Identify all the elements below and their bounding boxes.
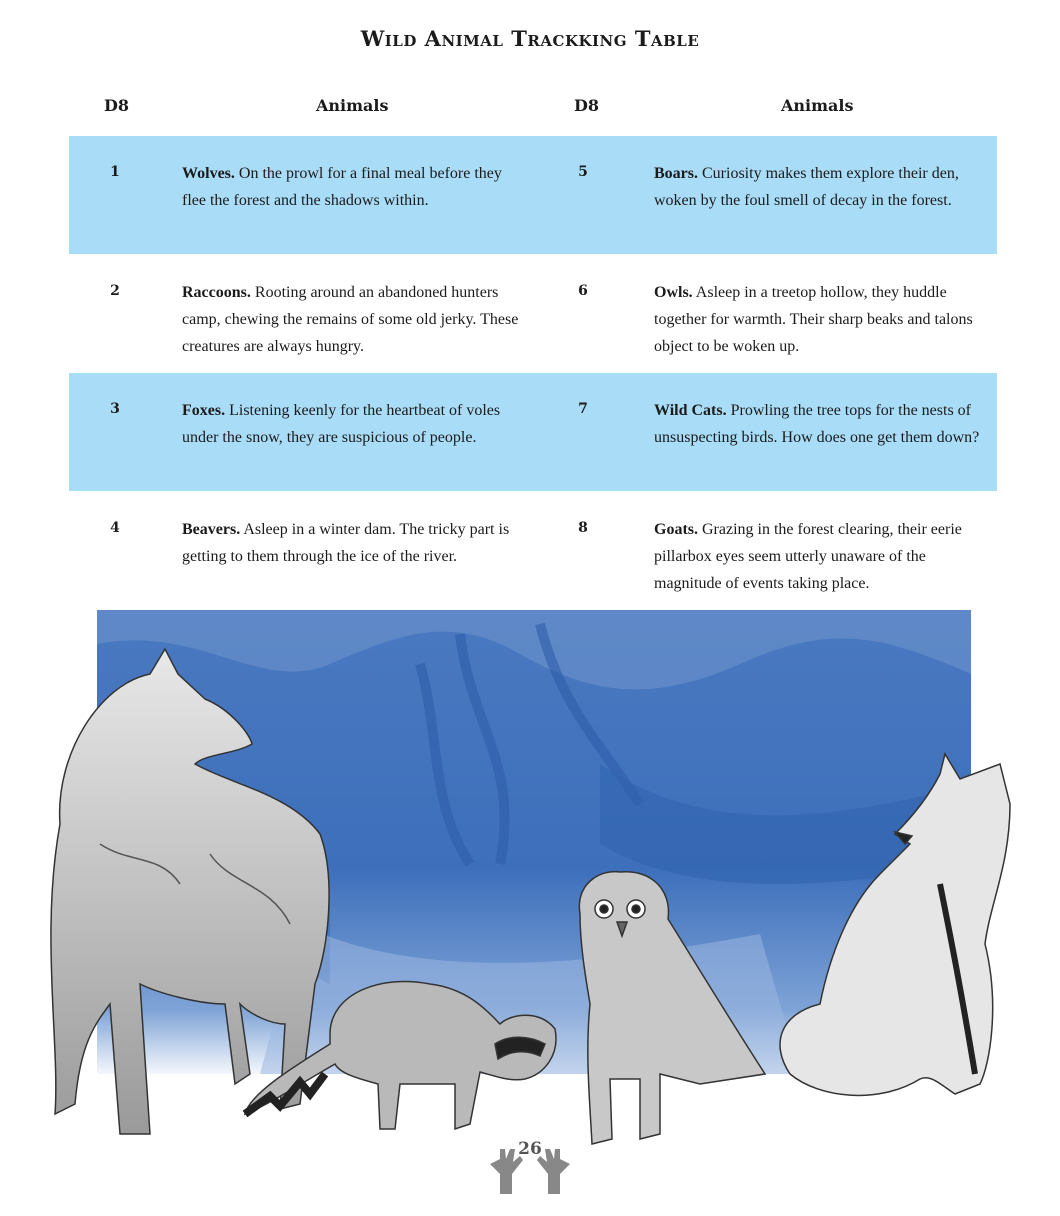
animal-name: Boars. (654, 165, 698, 182)
animal-description: Asleep in a treetop hollow, they huddle together for warmth. Their sharp beaks and talons object to be woken up. (654, 284, 973, 355)
animal-description: Listening keenly for the heartbeat of voles under the snow, they are suspicious of people. (182, 402, 501, 446)
animal-name: Wolves. (182, 165, 235, 182)
animal-entry (654, 160, 984, 214)
animal-name: Raccoons. (182, 284, 251, 301)
roll-number: 7 (578, 401, 588, 417)
page-title: Wild Animal Trackking Table (360, 26, 700, 51)
roll-number: 2 (110, 283, 120, 299)
animal-entry (654, 279, 984, 360)
animal-name: Beavers. (182, 521, 241, 538)
table-row (69, 492, 997, 610)
col-header-animals-right: Animals (781, 96, 854, 115)
roll-number: 1 (110, 164, 120, 180)
roll-number: 4 (110, 520, 120, 536)
roll-number: 5 (578, 164, 588, 180)
animal-name: Wild Cats. (654, 402, 727, 419)
animal-description: Curiosity makes them explore their den, woken by the foul smell of decay in the forest. (654, 165, 959, 209)
animal-description: Asleep in a winter dam. The tricky part is getting to them through the ice of the river. (182, 521, 510, 565)
animal-entry (654, 397, 984, 451)
animal-entry (182, 160, 527, 214)
page-number: 26 (518, 1139, 542, 1159)
animal-description: Grazing in the forest clearing, their eerie pillarbox eyes seem utterly unaware of the magnitude of events taking place. (654, 521, 962, 592)
animal-description: Rooting around an abandoned hunters camp, chewing the remains of some old jerky. These creatures are always hungry. (182, 284, 519, 355)
forest-animals-illustration (0, 604, 1060, 1216)
roll-number: 3 (110, 401, 120, 417)
animal-entry (182, 397, 527, 451)
col-header-animals-left: Animals (316, 96, 389, 115)
table-row (69, 255, 997, 373)
animal-entry (654, 516, 984, 597)
col-header-d8-left: D8 (104, 96, 130, 115)
animal-name: Foxes. (182, 402, 226, 419)
roll-number: 6 (578, 283, 588, 299)
table-row (69, 373, 997, 491)
animal-name: Goats. (654, 521, 698, 538)
animal-description: Prowling the tree tops for the nests of unsuspecting birds. How does one get them down? (654, 402, 980, 446)
table-row (69, 136, 997, 254)
animal-name: Owls. (654, 284, 693, 301)
animal-entry (182, 279, 527, 360)
animal-entry (182, 516, 527, 570)
animal-description: On the prowl for a final meal before they flee the forest and the shadows within. (182, 165, 502, 209)
col-header-d8-right: D8 (574, 96, 600, 115)
roll-number: 8 (578, 520, 588, 536)
